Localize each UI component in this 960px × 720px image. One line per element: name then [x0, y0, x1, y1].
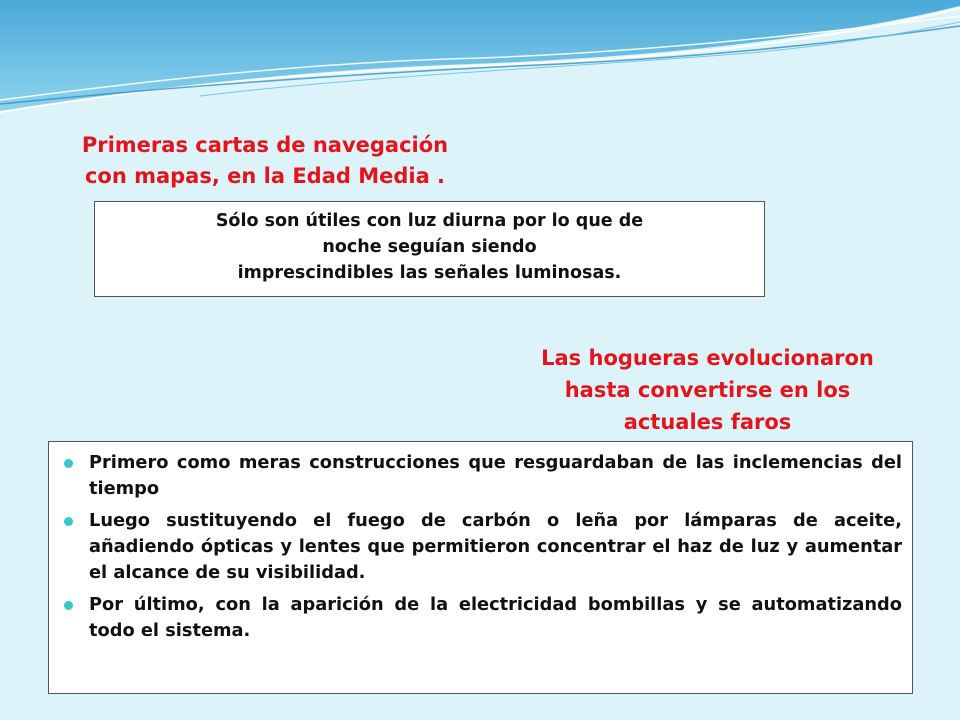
heading-lighthouses [495, 342, 920, 438]
note-line: Sólo son útiles con luz diurna por lo que de [215, 211, 644, 231]
list-item-text: Por último, con la aparición de la electricidad bombillas y se automatizando todo el sistema. [89, 594, 902, 641]
bullet-icon [64, 459, 73, 468]
heading-line: Las hogueras evolucionaron [541, 346, 874, 370]
heading-line: con mapas, en la Edad Media . [84, 164, 446, 188]
list-item [49, 508, 902, 586]
list-item-text: Luego sustituyendo el fuego de carbón o leña por lámparas de aceite, añadiendo ópticas y lentes que permitieron concentrar el haz de luz y aumentar el alcance de su visibilidad. [89, 510, 902, 583]
heading-line: actuales faros [623, 410, 792, 434]
note-line: noche seguían siendo [322, 237, 537, 257]
list-item [49, 450, 902, 502]
heading-line: Primeras cartas de navegación [81, 133, 449, 157]
bullet-icon [64, 601, 73, 610]
daylight-note-box [94, 201, 765, 297]
heading-navigation-charts [30, 130, 500, 192]
decorative-wave-banner [0, 0, 960, 120]
note-line: imprescindibles las señales luminosas. [237, 263, 622, 283]
list-item-text: Primero como meras construcciones que resguardaban de las inclemencias del tiempo [89, 452, 902, 499]
heading-line: hasta convertirse en los [564, 378, 851, 402]
evolution-list-box [48, 441, 913, 694]
bullet-icon [64, 517, 73, 526]
list-item [49, 592, 902, 644]
